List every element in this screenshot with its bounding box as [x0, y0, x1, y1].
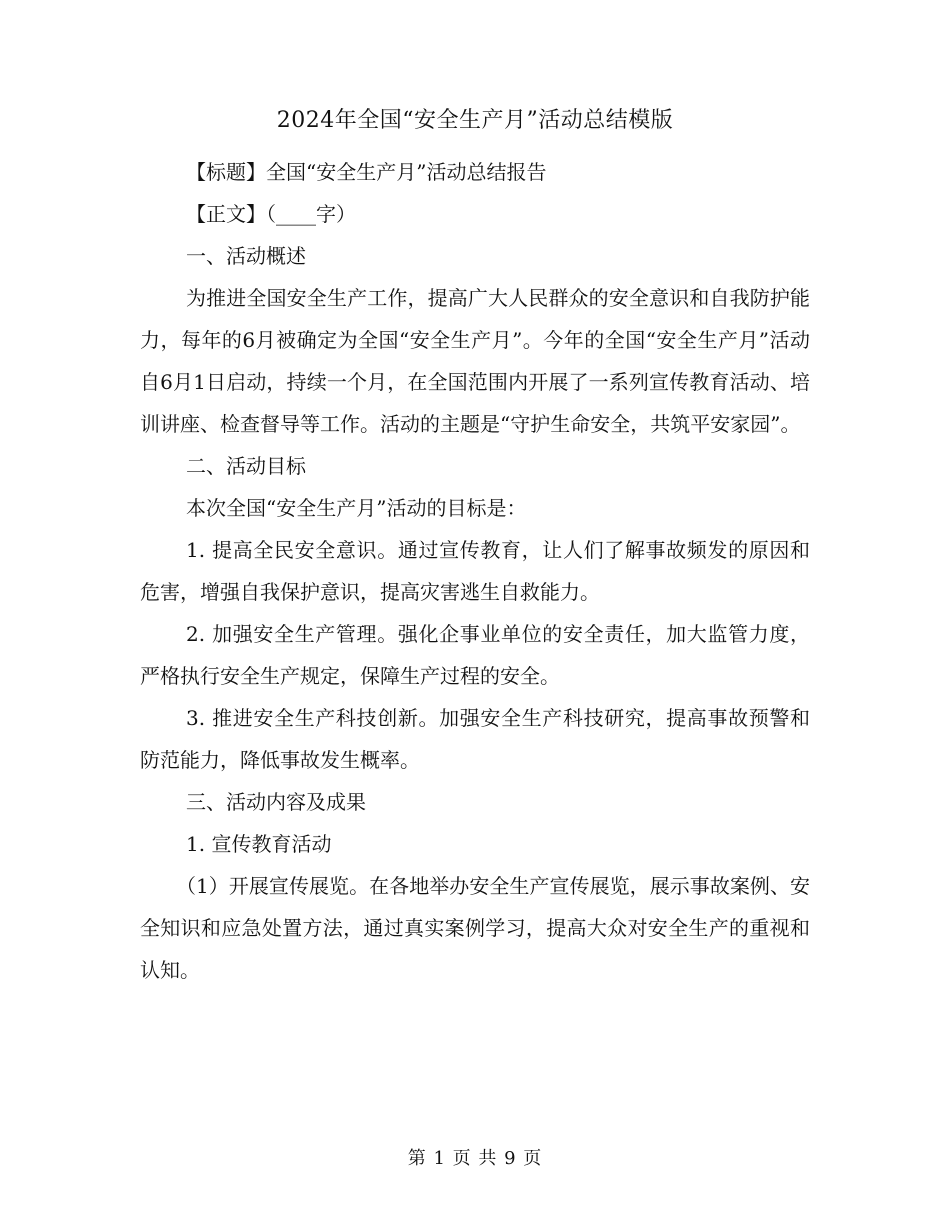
- document-body: [140, 151, 810, 991]
- section-heading-content: 三、活动内容及成果: [186, 790, 366, 814]
- goal-item-1: 1. 提高全民安全意识。通过宣传教育，让人们了解事故频发的原因和危害，增强自我保护意识，提高灾害逃生自救能力。: [140, 538, 810, 604]
- education-item-1: （1）开展宣传展览。在各地举办安全生产宣传展览，展示事故案例、安全知识和应急处置方法，通过真实案例学习，提高大众对安全生产的重视和认知。: [140, 874, 810, 982]
- section-heading-overview: 一、活动概述: [186, 244, 306, 268]
- body-label-paragraph: 【正文】（____字）: [186, 202, 356, 226]
- section-heading-goals: 二、活动目标: [186, 454, 306, 478]
- goals-intro-paragraph: 本次全国“安全生产月”活动的目标是：: [186, 496, 527, 520]
- goal-item-3: 3. 推进安全生产科技创新。加强安全生产科技研究，提高事故预警和防范能力，降低事故发生概率。: [140, 706, 810, 772]
- document-title: 2024年全国“安全生产月”活动总结模版: [276, 108, 674, 133]
- heading-label-paragraph: 【标题】全国“安全生产月”活动总结报告: [186, 160, 547, 184]
- overview-paragraph: 为推进全国安全生产工作，提高广大人民群众的安全意识和自我防护能力，每年的6月被确定为全国“安全生产月”。今年的全国“安全生产月”活动自6月1日启动，持续一个月，在全国范围内开展了一系列宣传教育活动、培训讲座、检查督导等工作。活动的主题是“守护生命安全，共筑平安家园”。: [140, 286, 810, 436]
- page-number-footer: 第 1 页 共 9 页: [407, 1148, 543, 1169]
- subsection-heading-education: 1. 宣传教育活动: [186, 832, 332, 856]
- goal-item-2: 2. 加强安全生产管理。强化企事业单位的安全责任，加大监管力度，严格执行安全生产规定，保障生产过程的安全。: [140, 622, 810, 688]
